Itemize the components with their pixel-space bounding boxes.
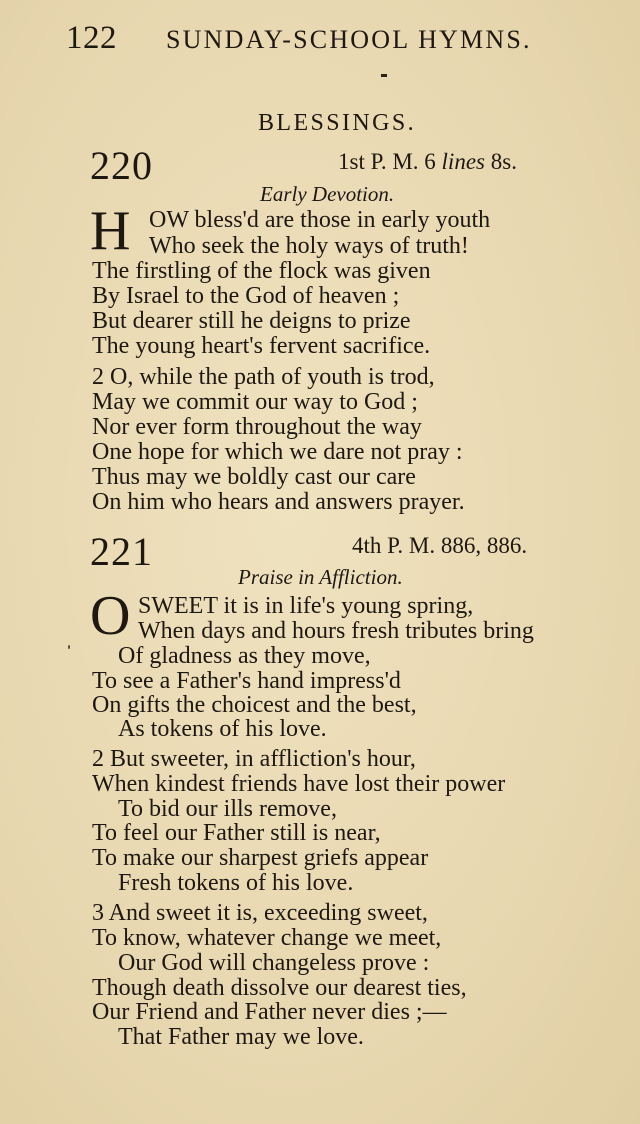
verse-line: 2 O, while the path of youth is trod, [92, 364, 435, 390]
verse-line: Though death dissolve our dearest ties, [92, 975, 467, 1001]
verse-line: SWEET it is in life's young spring, [138, 593, 474, 619]
meter-suffix: 8s. [485, 149, 517, 174]
verse-line: To make our sharpest griefs appear [92, 845, 429, 871]
drop-cap: H [90, 200, 131, 262]
hymn-meter: 4th P. M. 886, 886. [352, 533, 528, 558]
verse-line: Fresh tokens of his love. [118, 870, 354, 896]
section-title: BLESSINGS. [258, 110, 417, 136]
verse-line: 2 But sweeter, in affliction's hour, [92, 746, 416, 772]
verse-line: To feel our Father still is near, [92, 820, 381, 846]
verse-line: May we commit our way to God ; [92, 389, 418, 415]
meter-text: 1st P. M. 6 [338, 149, 442, 174]
verse-line: Our Friend and Father never dies ;— [92, 999, 447, 1025]
verse-line: Nor ever form throughout the way [92, 414, 422, 440]
verse-line: On him who hears and answers prayer. [92, 489, 465, 515]
running-title: SUNDAY-SCHOOL HYMNS. [166, 25, 532, 54]
verse-line: When kindest friends have lost their power [92, 771, 506, 797]
verse-line: To know, whatever change we meet, [92, 925, 442, 951]
verse-line: One hope for which we dare not pray : [92, 439, 463, 465]
hymn-title: Early Devotion. [260, 182, 395, 206]
verse-line: That Father may we love. [118, 1024, 364, 1050]
verse-line: To bid our ills remove, [118, 796, 337, 822]
hymn-number: 220 [90, 143, 153, 188]
drop-cap: O [90, 585, 131, 647]
page-number: 122 [66, 20, 117, 56]
verse-line: Of gladness as they move, [118, 643, 371, 669]
verse-line: On gifts the choicest and the best, [92, 692, 417, 718]
verse-line: The young heart's fervent sacrifice. [92, 333, 431, 359]
ornament-dot [381, 74, 387, 77]
hymn-meter [338, 149, 517, 175]
verse-line: OW bless'd are those in early youth [149, 207, 491, 233]
verse-line: As tokens of his love. [118, 716, 327, 742]
verse-line: Who seek the holy ways of truth! [149, 233, 469, 259]
hymn-number: 221 [90, 529, 153, 574]
verse-line: 3 And sweet it is, exceeding sweet, [92, 900, 428, 926]
meter-italic: lines [441, 149, 485, 174]
verse-line: When days and hours fresh tributes bring [138, 618, 534, 644]
verse-line: By Israel to the God of heaven ; [92, 283, 400, 309]
hymn-title: Praise in Affliction. [238, 565, 403, 589]
verse-line: The firstling of the flock was given [92, 258, 431, 284]
print-speck [68, 645, 70, 649]
verse-line: Our God will changeless prove : [118, 950, 430, 976]
verse-line: But dearer still he deigns to prize [92, 308, 411, 334]
verse-line: To see a Father's hand impress'd [92, 668, 401, 694]
verse-line: Thus may we boldly cast our care [92, 464, 416, 490]
